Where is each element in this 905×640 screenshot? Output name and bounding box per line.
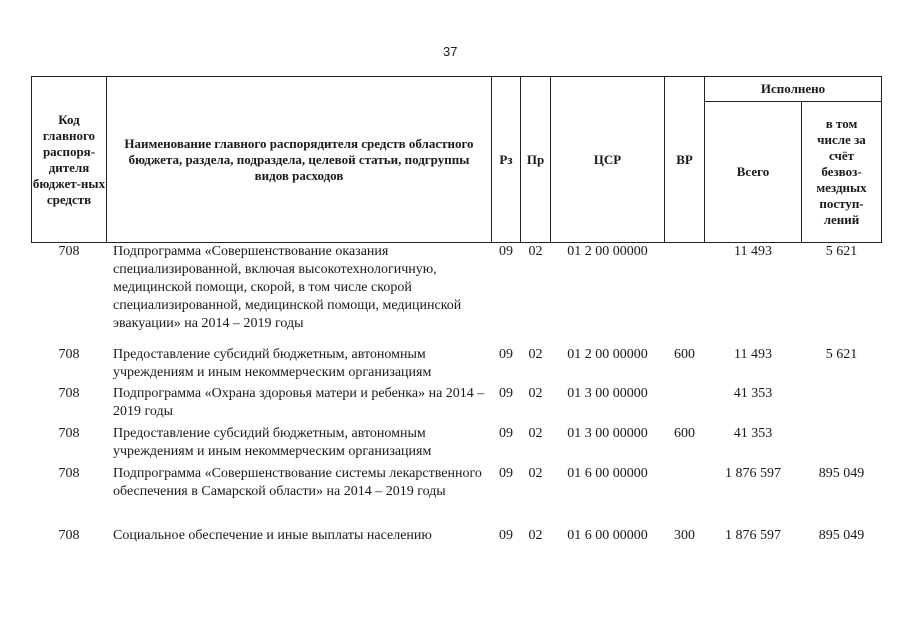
row-pr: 02 <box>528 426 543 441</box>
row-incl: 5 621 <box>825 347 858 362</box>
row-pr: 02 <box>528 347 543 362</box>
row-name: Подпрограмма «Совершенствование системы лекарственного обеспечения в Самарской области» на 2014 – 2019 годы <box>113 466 482 499</box>
row-csr: 01 2 00 00000 <box>567 347 648 362</box>
row-code: 708 <box>58 347 80 362</box>
row-total: 1 876 597 <box>725 528 781 543</box>
row-name: Социальное обеспечение и иные выплаты населению <box>113 528 432 543</box>
row-csr: 01 3 00 00000 <box>567 386 648 401</box>
row-incl: 895 049 <box>818 466 865 481</box>
row-rz: 09 <box>499 466 513 481</box>
page-number: 37 <box>443 44 458 59</box>
row-total: 41 353 <box>733 426 773 441</box>
row-pr: 02 <box>528 466 543 481</box>
row-csr: 01 6 00 00000 <box>567 466 648 481</box>
header-total: Всего <box>704 101 802 243</box>
row-name: Подпрограмма «Совершенствование оказания специализированной, включая высокотехнологичную, медицинской помощи, скорой, в том числе скорой специализированной, медицинской помощи, медицинской эвакуации» на 2014 – 2019 годы <box>113 244 462 331</box>
row-total: 11 493 <box>734 347 772 362</box>
row-total: 41 353 <box>733 386 773 401</box>
row-name: Предоставление субсидий бюджетным, автономным учреждениям и иным некоммерческим организациям <box>113 347 432 380</box>
row-pr: 02 <box>528 528 543 543</box>
row-rz: 09 <box>499 386 513 401</box>
row-csr: 01 3 00 00000 <box>567 426 648 441</box>
row-vr: 600 <box>674 347 695 362</box>
row-pr: 02 <box>528 386 543 401</box>
row-code: 708 <box>58 528 80 543</box>
row-code: 708 <box>58 466 80 481</box>
header-name: Наименование главного распорядителя средств областного бюджета, раздела, подраздела, целевой статьи, подгруппы видов расходов <box>106 76 492 243</box>
row-name: Предоставление субсидий бюджетным, автономным учреждениям и иным некоммерческим организациям <box>113 426 432 459</box>
header-vr: ВР <box>664 76 705 243</box>
header-code: Код главного распоря-дителя бюджет-ных средств <box>31 76 107 243</box>
header-rz: Рз <box>491 76 521 243</box>
row-code: 708 <box>58 244 80 259</box>
row-name: Подпрограмма «Охрана здоровья матери и ребенка» на 2014 – 2019 годы <box>113 386 485 419</box>
row-csr: 01 2 00 00000 <box>567 244 648 259</box>
header-pr: Пр <box>520 76 551 243</box>
row-code: 708 <box>58 386 80 401</box>
row-rz: 09 <box>499 426 513 441</box>
row-rz: 09 <box>499 528 513 543</box>
row-total: 11 493 <box>734 244 772 259</box>
row-rz: 09 <box>499 347 513 362</box>
row-total: 1 876 597 <box>725 466 781 481</box>
row-vr: 600 <box>674 426 695 441</box>
header-incl: в том числе за счёт безвоз-мездных поступ-лений <box>801 101 882 243</box>
row-pr: 02 <box>528 244 543 259</box>
row-rz: 09 <box>499 244 513 259</box>
row-incl: 5 621 <box>825 244 858 259</box>
header-executed: Исполнено <box>704 76 882 102</box>
row-code: 708 <box>58 426 80 441</box>
row-vr: 300 <box>674 528 695 543</box>
row-incl: 895 049 <box>818 528 865 543</box>
header-csr: ЦСР <box>550 76 665 243</box>
row-csr: 01 6 00 00000 <box>567 528 648 543</box>
